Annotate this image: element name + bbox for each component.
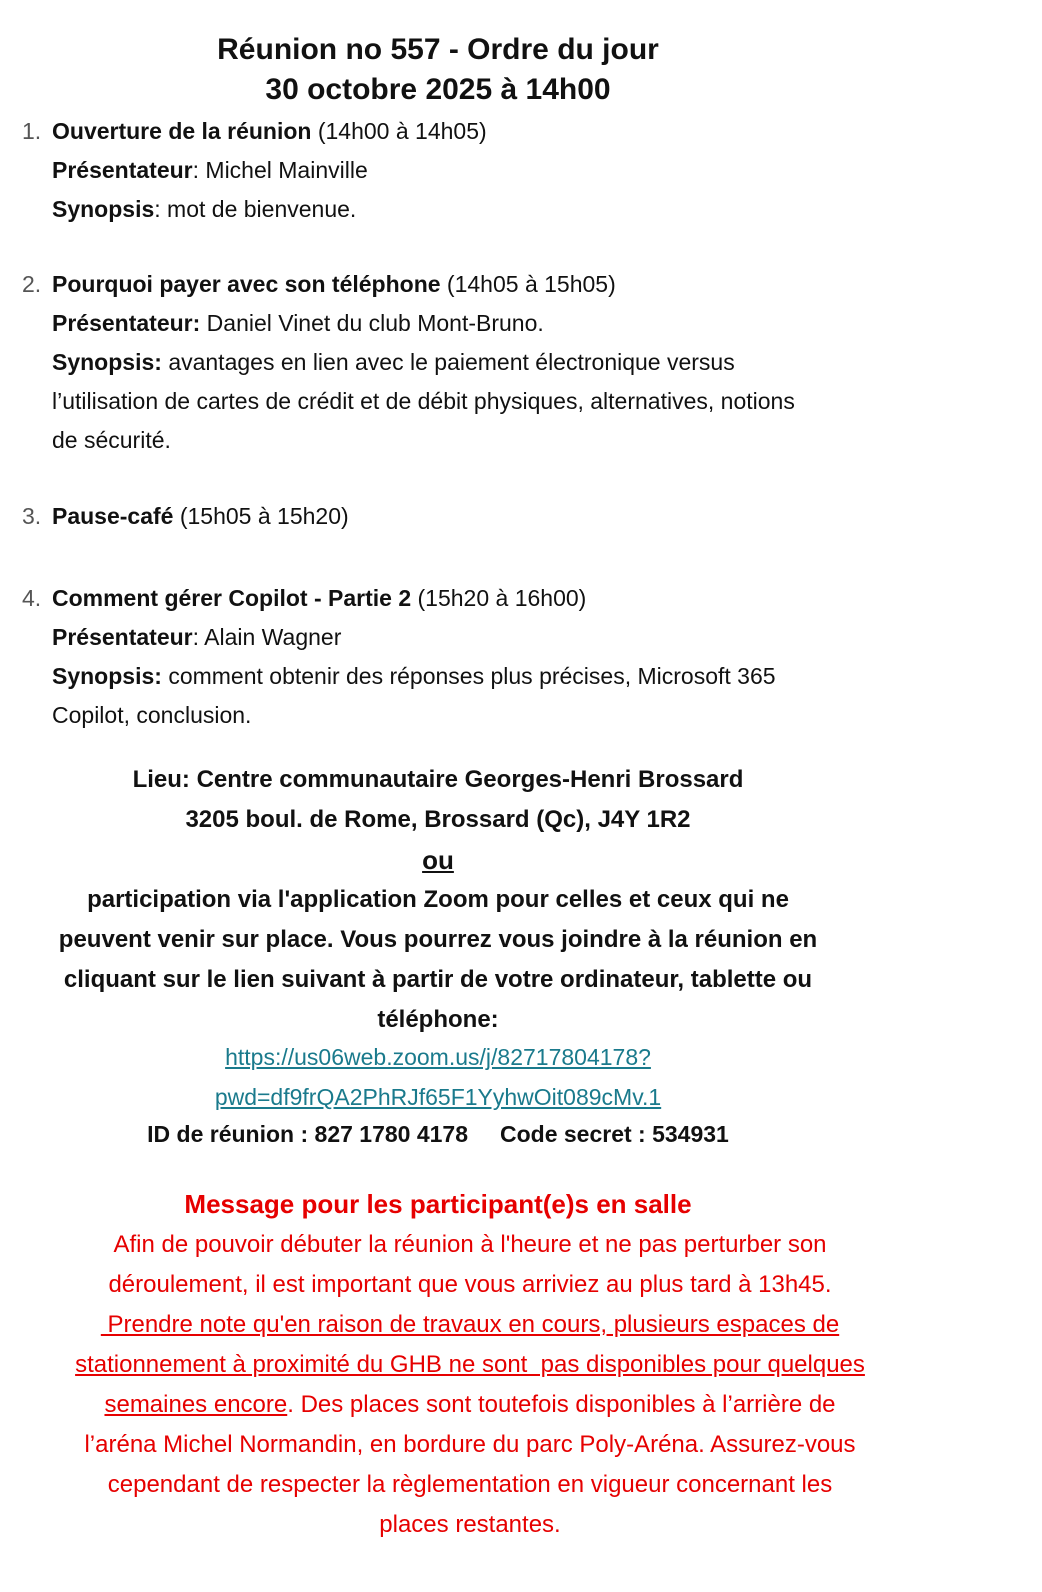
presenter-name: Daniel Vinet du club Mont-Bruno. xyxy=(206,310,544,336)
synopsis-text: avantages en lien avec le paiement électronique versus xyxy=(168,349,735,375)
agenda-item-title: Pourquoi payer avec son téléphone xyxy=(52,271,441,297)
zoom-link-line-2[interactable]: pwd=df9frQA2PhRJf65F1YyhwOit089cMv.1 xyxy=(214,1084,662,1110)
agenda-item-number: 2. xyxy=(22,271,42,297)
location-block xyxy=(0,760,876,1040)
agenda-item-number: 3. xyxy=(22,503,42,529)
zoom-link-line-1[interactable]: https://us06web.zoom.us/j/82717804178? xyxy=(225,1044,651,1070)
message-line: déroulement, il est important que vous arriviez au plus tard à 13h45. xyxy=(108,1271,832,1298)
agenda-item-title: Pause-café xyxy=(52,503,174,529)
presenter-label: Présentateur xyxy=(52,624,193,650)
agenda-item-time: (15h05 à 15h20) xyxy=(173,503,349,529)
location-name: Lieu: Centre communautaire Georges-Henri Brossard xyxy=(132,766,744,793)
message-title: Message pour les participant(e)s en salle xyxy=(184,1189,692,1219)
agenda-item-time: (15h20 à 16h00) xyxy=(411,585,587,611)
location-address: 3205 boul. de Rome, Brossard (Qc), J4Y 1R2 xyxy=(185,806,691,833)
agenda-item-time: (14h05 à 15h05) xyxy=(440,271,616,297)
message-line: places restantes. xyxy=(379,1511,561,1538)
synopsis-label: Synopsis: xyxy=(52,349,162,375)
title-line-2: 30 octobre 2025 à 14h00 xyxy=(265,73,611,106)
or-separator: ou xyxy=(422,845,454,875)
zoom-info-text: cliquant sur le lien suivant à partir de votre ordinateur, tablette ou xyxy=(63,966,813,993)
parking-notice: stationnement à proximité du GHB ne sont pas disponibles pour quelques xyxy=(75,1351,865,1378)
message-line: Afin de pouvoir débuter la réunion à l'heure et ne pas perturber son xyxy=(113,1231,827,1258)
agenda-item-number: 4. xyxy=(22,585,42,611)
message-line: l’aréna Michel Normandin, en bordure du parc Poly-Aréna. Assurez-vous xyxy=(84,1431,856,1458)
message-line: . Des places sont toutefois disponibles à l’arrière de xyxy=(287,1391,836,1418)
presenter-name: Michel Mainville xyxy=(205,157,368,183)
synopsis-text: l’utilisation de cartes de crédit et de débit physiques, alternatives, notions xyxy=(52,388,795,414)
synopsis-text: de sécurité. xyxy=(52,427,171,453)
meeting-credentials xyxy=(0,1114,876,1154)
zoom-info-text: participation via l'application Zoom pour celles et ceux qui ne xyxy=(87,886,789,913)
presenter-label: Présentateur: xyxy=(52,310,201,336)
synopsis-text: mot de bienvenue. xyxy=(167,196,357,222)
presenter-label: Présentateur xyxy=(52,157,193,183)
synopsis-label: Synopsis xyxy=(52,196,155,222)
title-line-1: Réunion no 557 - Ordre du jour xyxy=(217,33,659,66)
message-body xyxy=(0,1225,940,1545)
agenda-item-time: (14h00 à 14h05) xyxy=(311,118,487,144)
page-title xyxy=(0,30,876,110)
agenda-item-title: Ouverture de la réunion xyxy=(52,118,312,144)
synopsis-text: comment obtenir des réponses plus précises, Microsoft 365 xyxy=(168,663,776,689)
meeting-passcode: Code secret : 534931 xyxy=(499,1121,729,1147)
synopsis-label: Synopsis: xyxy=(52,663,162,689)
message-line: cependant de respecter la règlementation en vigueur concernant les xyxy=(107,1471,833,1498)
parking-notice: Prendre note qu'en raison de travaux en cours, plusieurs espaces de xyxy=(100,1311,840,1338)
synopsis-text: Copilot, conclusion. xyxy=(52,702,252,728)
zoom-link[interactable] xyxy=(0,1037,876,1117)
agenda-item-title: Comment gérer Copilot - Partie 2 xyxy=(52,585,412,611)
zoom-info-text: téléphone: xyxy=(377,1006,499,1033)
presenter-name: Alain Wagner xyxy=(204,624,342,650)
parking-notice: semaines encore xyxy=(104,1391,288,1418)
meeting-id: ID de réunion : 827 1780 4178 xyxy=(147,1121,469,1147)
zoom-info-text: peuvent venir sur place. Vous pourrez vous joindre à la réunion en xyxy=(58,926,818,953)
agenda-item-number: 1. xyxy=(22,118,42,144)
